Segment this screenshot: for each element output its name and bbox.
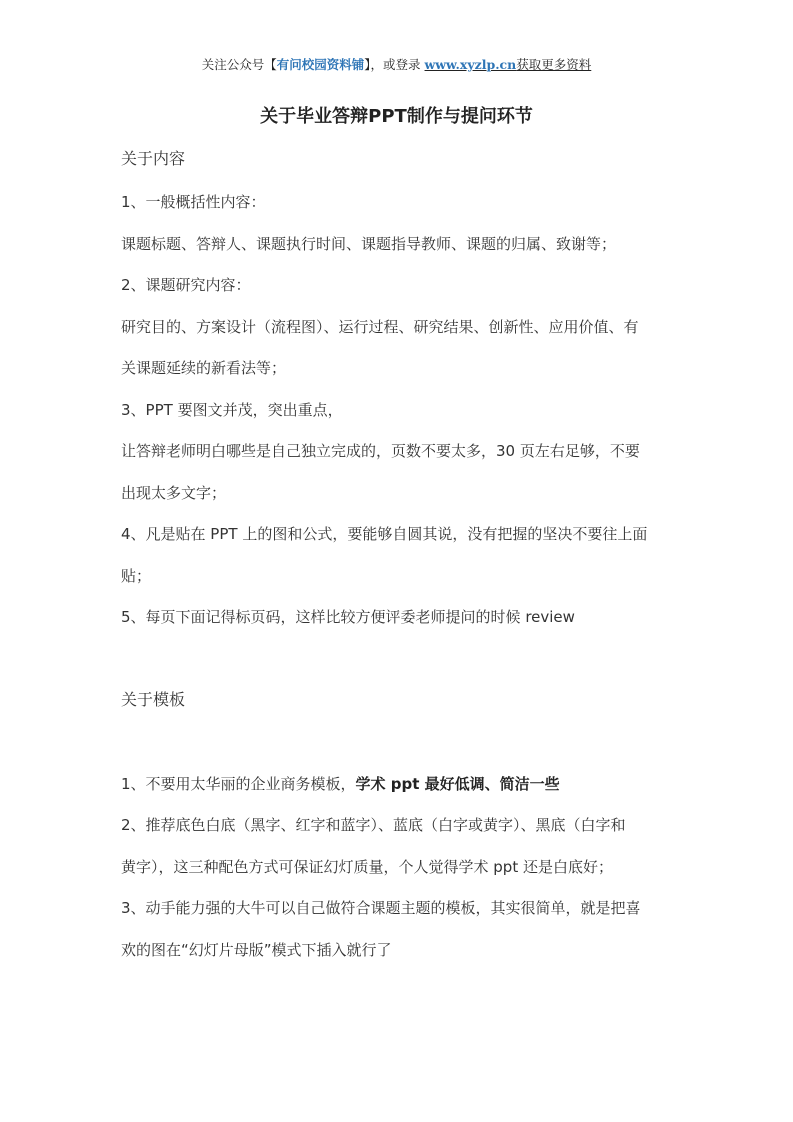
section-heading-template: 关于模板 [121, 690, 186, 709]
content-item-4-line-2: 贴； [121, 567, 152, 585]
header-site-link[interactable]: www.xyzlp.cn [424, 57, 517, 72]
header-mid: ，或登录 [370, 57, 421, 72]
content-item-5: 5、每页下面记得标页码，这样比较方便评委老师提问的时候 review [121, 608, 575, 626]
document-title: 关于毕业答辩PPT制作与提问环节 [260, 106, 533, 127]
content-item-3: 3、PPT 要图文并茂，突出重点， [121, 401, 343, 419]
content-item-1-detail: 课题标题、答辩人、课题执行时间、课题指导教师、课题的归属、致谢等； [121, 235, 617, 253]
template-item-1-emphasis: 学术 ppt 最好低调、简洁一些 [355, 775, 560, 793]
template-item-1-text: 1、不要用太华丽的企业商务模板， [121, 775, 356, 793]
header-prefix: 关注公众号 [201, 57, 265, 72]
template-item-3-line-1: 3、动手能力强的大牛可以自己做符合课题主题的模板，其实很简单，就是把喜 [121, 899, 641, 917]
content-item-2-detail-line-1: 研究目的、方案设计（流程图）、运行过程、研究结果、创新性、应用价值、有 [121, 318, 639, 336]
content-item-2-detail-line-2: 关课题延续的新看法等； [121, 359, 287, 377]
page-header [0, 56, 793, 74]
content-item-2: 2、课题研究内容： [121, 276, 251, 294]
section-heading-content: 关于内容 [121, 149, 186, 168]
template-item-2-line-1: 2、推荐底色白底（黑字、红字和蓝字）、蓝底（白字或黄字）、黑底（白字和 [121, 816, 626, 834]
template-item-3-line-2: 欢的图在“幻灯片母版”模式下插入就行了 [121, 941, 392, 959]
header-bracket-close: 】 [364, 57, 371, 72]
header-bracket-open: 【 [264, 57, 277, 72]
content-item-3-detail-line-2: 出现太多文字； [121, 484, 227, 502]
template-item-1 [121, 773, 681, 795]
content-item-1: 1、一般概括性内容： [121, 193, 266, 211]
template-item-2-line-2: 黄字），这三种配色方式可保证幻灯质量，个人觉得学术 ppt 还是白底好； [121, 858, 613, 876]
header-suffix: 获取更多资料 [516, 57, 592, 72]
content-item-4-line-1: 4、凡是贴在 PPT 上的图和公式，要能够自圆其说，没有把握的坚决不要往上面 [121, 525, 648, 543]
content-item-3-detail-line-1: 让答辩老师明白哪些是自己独立完成的，页数不要太多，30 页左右足够，不要 [121, 442, 640, 460]
header-brand-name: 有问校园资料铺 [276, 57, 365, 72]
